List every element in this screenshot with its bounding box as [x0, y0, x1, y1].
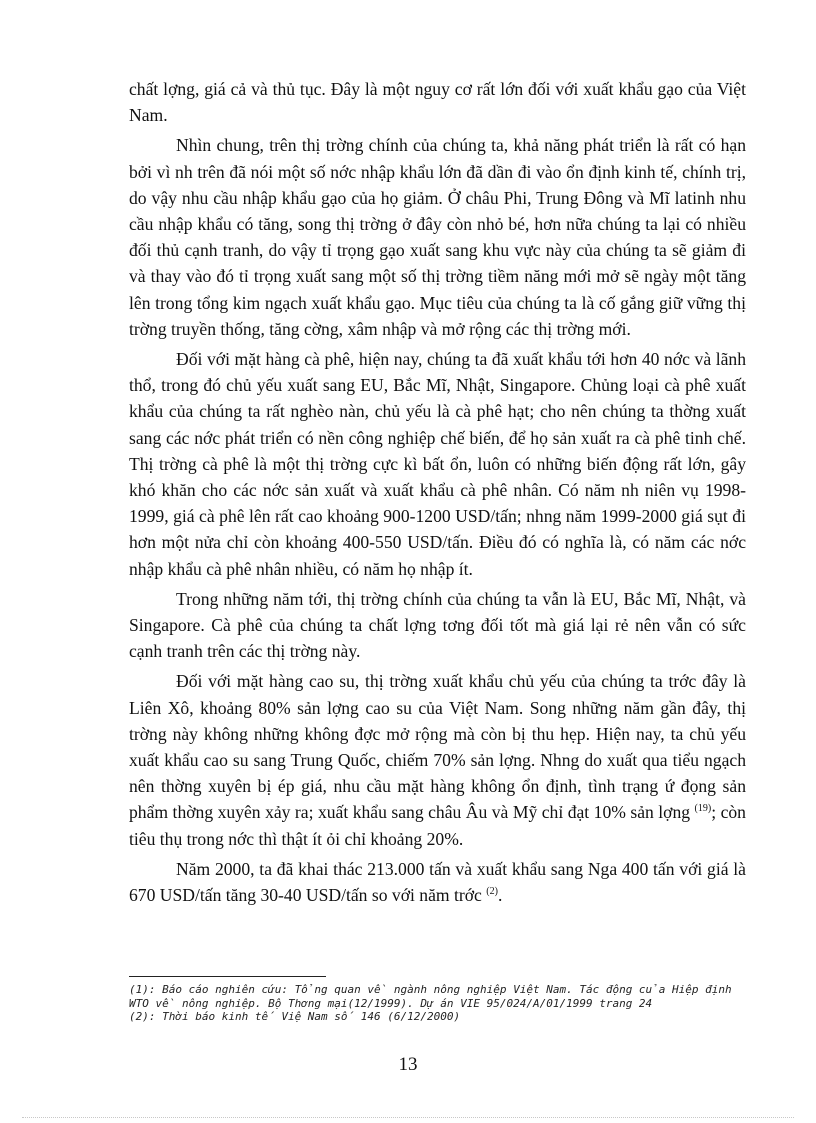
paragraph-2: Nhìn chung, trên thị trờng chính của chúng ta, khả năng phát triển là rất có hạn bởi vì nh trên đã nói một số nớc nhập khẩu lớn đã dần đi vào ổn định kinh tế, chính trị, do vậy nhu cầu nhập khẩu gạo của họ giảm. Ở châu Phi, Trung Đông và Mĩ latinh nhu cầu nhập khẩu có tăng, song thị trờng ở đây còn nhỏ bé, hơn nữa chúng ta lại có nhiều đối thủ cạnh tranh, do vậy tỉ trọng gạo xuất sang khu vực này của chúng ta sẽ giảm đi và thay vào đó tỉ trọng xuất sang một số thị trờng tiềm năng mới mở sẽ ngày một tăng lên trong tổng kim ngạch xuất khẩu gạo. Mục tiêu của chúng ta là cố gắng giữ vững thị trờng truyền thống, tăng cờng, xâm nhập và mở rộng các thị trờng mới. [129, 135, 746, 339]
paragraph-6 [129, 856, 746, 908]
footnote-1: (1): Báo cáo nghiên cứu: Tổng quan về ngành nông nghiệp Việt Nam. Tác động của Hiệp định WTO về nông nghiệp. Bộ Thơng mại(12/1999). Dự án VIE 95/024/A/01/1999 trang 24 [129, 983, 732, 1010]
paragraph-5-tail: ; còn tiêu thụ trong nớc thì thật ít ỏi chỉ khoảng 20%. [129, 802, 746, 849]
footnote-ref-19: (19) [694, 803, 712, 815]
footnote-2: (2): Thời báo kinh tế Việ Nam số 146 (6/12/2000) [129, 1010, 461, 1024]
paragraph-5-text: Đối với mặt hàng cao su, thị trờng xuất khẩu chủ yếu của chúng ta trớc đây là Liên Xô, khoảng 80% sản lợng cao su của Việt Nam. Song những năm gần đây, thị trờng này không những không đợc mở rộng mà còn bị thu hẹp. Hiện nay, ta chủ yếu xuất khẩu cao su sang Trung Quốc, chiếm 70% sản lợng. Nhng do xuất qua tiểu ngạch nên thờng xuyên bị ép giá, nhu cầu mặt hàng không ổn định, tình trạng ứ đọng sản phẩm thờng xuyên xảy ra; xuất khẩu sang châu Âu và Mỹ chỉ đạt 10% sản lợng [129, 671, 746, 823]
body-text [129, 76, 746, 908]
footnote-ref-2: (2) [486, 886, 498, 898]
page-number: 13 [398, 1054, 418, 1075]
footnote-divider [129, 976, 326, 977]
paragraph-6-text: Năm 2000, ta đã khai thác 213.000 tấn và xuất khẩu sang Nga 400 tấn với giá là 670 USD/tấn tăng 30-40 USD/tấn so với năm trớc [129, 858, 746, 906]
paragraph-6-tail: . [497, 885, 503, 906]
footnotes [129, 983, 746, 1024]
paragraph-5 [129, 668, 746, 851]
page-edge-divider [22, 1117, 794, 1118]
paragraph-3: Đối với mặt hàng cà phê, hiện nay, chúng ta đã xuất khẩu tới hơn 40 nớc và lãnh thổ, trong đó chủ yếu xuất sang EU, Bắc Mĩ, Nhật, Singapore. Chủng loại cà phê xuất khẩu của chúng ta rất nghèo nàn, chủ yếu là cà phê hạt; cho nên chúng ta thờng xuất sang các nớc phát triển có nền công nghiệp chế biến, để họ sản xuất ra cà phê tinh chế. Thị trờng cà phê là một thị trờng cực kì bất ổn, luôn có những biến động rất lớn, gây khó khăn cho các nớc sản xuất và xuất khẩu cà phê nhân. Có năm nh niên vụ 1998-1999, giá cà phê lên rất cao khoảng 900-1200 USD/tấn; nhng năm 1999-2000 giá sụt đi hơn một nửa chỉ còn khoảng 400-550 USD/tấn. Điều đó có nghĩa là, có năm các nớc nhập khẩu cà phê nhân nhiều, có năm họ nhập ít. [129, 349, 746, 579]
paragraph-4: Trong những năm tới, thị trờng chính của chúng ta vẫn là EU, Bắc Mĩ, Nhật, và Singapore. Cà phê của chúng ta chất lợng tơng đối tốt mà giá lại rẻ nên vẫn có sức cạnh tranh trên các thị trờng này. [129, 588, 746, 662]
paragraph-1: chất lợng, giá cả và thủ tục. Đây là một nguy cơ rất lớn đối với xuất khẩu gạo của Việt Nam. [129, 79, 746, 126]
